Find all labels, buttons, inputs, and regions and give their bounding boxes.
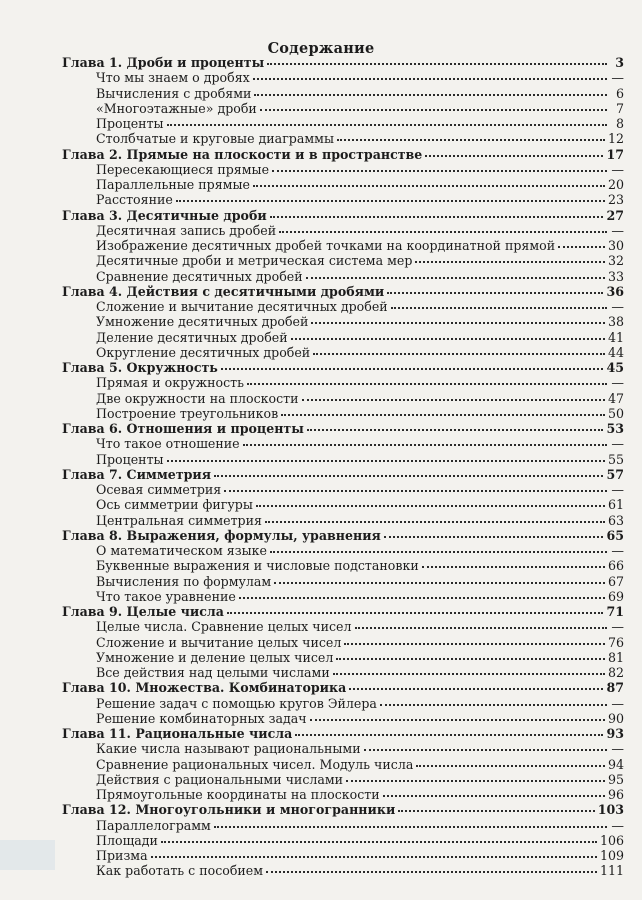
page-number: 87 — [606, 680, 624, 696]
dot-leader — [214, 826, 607, 828]
page-number: 76 — [607, 634, 624, 650]
dot-leader — [224, 490, 607, 492]
dot-leader — [344, 643, 605, 645]
dot-leader — [307, 429, 604, 431]
toc-chapter-label: Глава 11. Рациональные числа — [62, 726, 293, 741]
toc-section-label: Действия с рациональными числами — [96, 771, 344, 787]
dot-leader — [267, 63, 607, 65]
toc-section — [62, 345, 624, 360]
toc-chapter-label: Глава 1. Дроби и проценты — [62, 55, 265, 70]
dot-leader — [295, 734, 603, 736]
toc-section — [62, 192, 624, 207]
dot-leader — [313, 353, 605, 355]
page-number: 12 — [607, 131, 624, 147]
toc-section — [62, 619, 624, 634]
page-number: — — [611, 161, 624, 177]
page-number: — — [611, 70, 624, 86]
toc-section — [62, 863, 624, 878]
dot-leader — [254, 94, 607, 96]
dot-leader — [384, 536, 604, 538]
page-number: 27 — [606, 207, 624, 223]
toc-chapter-label: Глава 8. Выражения, формулы, уравнения — [62, 527, 381, 543]
toc-section-label: Вычисления по формулам — [96, 573, 272, 589]
page-number: 57 — [606, 466, 624, 482]
toc-section-label: Десятичная запись дробей — [96, 222, 277, 238]
page-number: 66 — [607, 558, 624, 574]
dot-leader — [265, 521, 605, 523]
toc-section — [62, 223, 624, 238]
toc-chapter-label: Глава 5. Окружность — [62, 360, 218, 375]
dot-leader — [243, 444, 607, 446]
toc-chapter-label: Глава 4. Действия с десятичными дробями — [62, 283, 385, 299]
dot-leader — [221, 368, 604, 370]
toc-chapter — [62, 360, 624, 375]
toc-section — [62, 711, 624, 726]
toc-section-label: Расстояние — [96, 192, 173, 208]
dot-leader — [558, 246, 605, 248]
toc-section-label: Сравнение десятичных дробей — [96, 268, 303, 284]
page-number: 30 — [607, 238, 624, 253]
toc-section — [62, 116, 624, 131]
page-number: — — [611, 817, 624, 833]
toc-section — [62, 543, 624, 558]
dot-leader — [415, 261, 605, 263]
toc-chapter — [62, 421, 624, 436]
dot-leader — [260, 109, 607, 111]
dot-leader — [336, 658, 605, 660]
toc-section-label: Прямоугольные координаты на плоскости — [96, 787, 380, 802]
toc-section-label: Десятичные дроби и метрическая система мер — [96, 253, 413, 269]
page-number: 33 — [607, 268, 624, 284]
toc-section — [62, 696, 624, 711]
toc-chapter — [62, 604, 624, 619]
table-of-contents — [62, 55, 624, 879]
dot-leader — [306, 277, 605, 279]
page-number: 95 — [607, 771, 624, 787]
page-number: — — [611, 222, 624, 238]
toc-chapter-label: Глава 12. Многоугольники и многогранники — [62, 802, 396, 818]
dot-leader — [270, 551, 607, 553]
toc-section — [62, 558, 624, 573]
page-number: 17 — [606, 146, 624, 162]
toc-section — [62, 757, 624, 772]
page-title: Содержание — [267, 40, 375, 57]
page-number: 32 — [607, 253, 624, 269]
toc-section-label: Умножение десятичных дробей — [96, 314, 309, 330]
toc-section — [62, 787, 624, 802]
toc-section-label: Умножение и деление целых чисел — [96, 649, 334, 665]
dot-leader — [311, 322, 605, 324]
toc-section — [62, 848, 624, 863]
toc-chapter-label: Глава 9. Целые числа — [62, 604, 224, 619]
toc-section — [62, 497, 624, 512]
toc-section-label: Все действия над целыми числами — [96, 665, 330, 680]
toc-chapter — [62, 284, 624, 299]
toc-section-label: Призма — [96, 848, 148, 863]
page-number: 8 — [615, 116, 624, 131]
toc-chapter — [62, 467, 624, 482]
toc-section-label: Округление десятичных дробей — [96, 344, 311, 360]
toc-section — [62, 482, 624, 497]
dot-leader — [239, 597, 605, 599]
page-number: 55 — [607, 451, 624, 467]
dot-leader — [310, 719, 605, 721]
toc-section — [62, 589, 624, 604]
toc-chapter-label: Глава 6. Отношения и проценты — [62, 421, 304, 436]
dot-leader — [333, 673, 605, 675]
toc-section — [62, 131, 624, 146]
toc-chapter — [62, 802, 624, 817]
toc-section-label: Построение треугольников — [96, 405, 279, 421]
toc-section — [62, 513, 624, 528]
page-number: 41 — [607, 329, 624, 345]
dot-leader — [167, 460, 605, 462]
page-number: — — [611, 299, 624, 314]
page-number: 23 — [607, 192, 624, 208]
toc-chapter — [62, 147, 624, 162]
toc-chapter — [62, 680, 624, 695]
page-number: 65 — [606, 527, 624, 543]
toc-chapter — [62, 55, 624, 70]
dot-leader — [383, 795, 605, 797]
page-number: 81 — [607, 649, 624, 665]
page-number: 67 — [607, 573, 624, 589]
toc-section-label: Целые числа. Сравнение целых чисел — [96, 619, 352, 635]
toc-section — [62, 177, 624, 192]
toc-section — [62, 452, 624, 467]
toc-section-label: Решение задач с помощью кругов Эйлера — [96, 695, 377, 711]
toc-chapter-label: Глава 7. Симметрия — [62, 466, 212, 482]
page-number: — — [611, 436, 624, 452]
dot-leader — [425, 155, 603, 157]
toc-section — [62, 162, 624, 177]
dot-leader — [416, 765, 605, 767]
toc-section-label: Проценты — [96, 116, 164, 131]
toc-section-label: Что такое отношение — [96, 436, 240, 452]
dot-leader — [279, 231, 607, 233]
toc-section-label: Сложение и вычитание десятичных дробей — [96, 299, 388, 314]
page-number: — — [611, 543, 624, 558]
page-number: 20 — [607, 177, 624, 192]
page-number: 106 — [599, 832, 624, 848]
dot-leader — [422, 566, 605, 568]
page-number: 3 — [615, 55, 624, 70]
page-number: 69 — [607, 588, 624, 604]
toc-section-label: Проценты — [96, 451, 164, 467]
page-number: 82 — [607, 665, 624, 680]
toc-section — [62, 330, 624, 345]
page-number: — — [611, 619, 624, 635]
toc-section — [62, 406, 624, 421]
dot-leader — [337, 139, 605, 141]
page-edge-shadow — [0, 840, 55, 870]
page-number: 103 — [597, 802, 624, 818]
toc-section — [62, 741, 624, 756]
page-number: 71 — [606, 604, 624, 619]
toc-section — [62, 375, 624, 390]
dot-leader — [161, 841, 597, 843]
toc-section — [62, 574, 624, 589]
toc-section-label: Что мы знаем о дробях — [96, 70, 250, 86]
toc-section-label: Буквенные выражения и числовые подстановки — [96, 558, 419, 574]
dot-leader — [151, 856, 597, 858]
page-number: 45 — [606, 360, 624, 375]
dot-leader — [387, 292, 603, 294]
page-number: 93 — [606, 726, 624, 741]
toc-section-label: Вычисления с дробями — [96, 85, 252, 101]
toc-section — [62, 391, 624, 406]
dot-leader — [346, 780, 605, 782]
dot-leader — [349, 688, 603, 690]
page-number: 61 — [607, 497, 624, 513]
toc-section — [62, 253, 624, 268]
dot-leader — [281, 414, 605, 416]
toc-section — [62, 238, 624, 253]
toc-section-label: Две окружности на плоскости — [96, 390, 299, 406]
page-number: 94 — [607, 756, 624, 772]
toc-section — [62, 70, 624, 85]
toc-section — [62, 101, 624, 116]
dot-leader — [266, 871, 597, 873]
toc-section-label: Параллелограмм — [96, 817, 211, 833]
dot-leader — [302, 399, 605, 401]
toc-section-label: Центральная симметрия — [96, 512, 262, 528]
toc-section — [62, 269, 624, 284]
toc-section-label: «Многоэтажные» дроби — [96, 100, 257, 116]
page-number: 44 — [607, 344, 624, 360]
page-number: 7 — [615, 100, 624, 116]
dot-leader — [291, 338, 605, 340]
toc-chapter — [62, 208, 624, 223]
toc-chapter-label: Глава 3. Десятичные дроби — [62, 207, 267, 223]
toc-section-label: Прямая и окружность — [96, 375, 245, 391]
dot-leader — [355, 627, 608, 629]
toc-chapter-label: Глава 2. Прямые на плоскости и в пространстве — [62, 146, 423, 162]
toc-section-label: Пересекающиеся прямые — [96, 161, 270, 177]
toc-section — [62, 665, 624, 680]
toc-section-label: Изображение десятичных дробей точками на координатной прямой — [96, 238, 556, 253]
page-number: 111 — [599, 863, 624, 879]
page-number: 50 — [607, 405, 624, 421]
toc-section-label: Ось симметрии фигуры — [96, 497, 253, 513]
toc-section-label: Площади — [96, 832, 158, 848]
toc-section-label: Столбчатые и круговые диаграммы — [96, 131, 334, 147]
toc-section-label: Решение комбинаторных задач — [96, 710, 307, 726]
page-number: 109 — [599, 848, 624, 863]
toc-section-label: Что такое уравнение — [96, 588, 236, 604]
toc-section — [62, 314, 624, 329]
dot-leader — [380, 704, 607, 706]
toc-section — [62, 299, 624, 314]
toc-chapter — [62, 528, 624, 543]
toc-section-label: О математическом языке — [96, 543, 267, 558]
toc-section-label: Параллельные прямые — [96, 177, 250, 192]
dot-leader — [274, 582, 605, 584]
dot-leader — [167, 124, 607, 126]
toc-section — [62, 818, 624, 833]
page-number: 63 — [607, 512, 624, 528]
page-number: 47 — [607, 390, 624, 406]
toc-section — [62, 650, 624, 665]
dot-leader — [398, 810, 594, 812]
page-number: 96 — [607, 787, 624, 802]
toc-section — [62, 635, 624, 650]
page-number: — — [611, 482, 624, 497]
toc-section-label: Как работать с пособием — [96, 863, 264, 879]
dot-leader — [214, 475, 603, 477]
toc-section — [62, 772, 624, 787]
dot-leader — [247, 383, 607, 385]
toc-section-label: Деление десятичных дробей — [96, 329, 288, 345]
page-number: — — [611, 695, 624, 711]
toc-section-label: Сравнение рациональных чисел. Модуль числа — [96, 756, 414, 772]
page-number: 90 — [607, 710, 624, 726]
page-number: 38 — [607, 314, 624, 330]
dot-leader — [253, 78, 607, 80]
toc-section-label: Осевая симметрия — [96, 482, 222, 497]
dot-leader — [256, 505, 605, 507]
dot-leader — [391, 307, 607, 309]
toc-section-label: Сложение и вычитание целых чисел — [96, 634, 342, 650]
toc-section — [62, 833, 624, 848]
toc-section — [62, 436, 624, 451]
page-number: 36 — [606, 283, 624, 299]
dot-leader — [253, 185, 605, 187]
page-number: — — [611, 375, 624, 391]
toc-chapter — [62, 726, 624, 741]
toc-section — [62, 86, 624, 101]
dot-leader — [364, 749, 607, 751]
toc-chapter-label: Глава 10. Множества. Комбинаторика — [62, 680, 347, 696]
dot-leader — [272, 170, 607, 172]
dot-leader — [270, 216, 604, 218]
toc-section-label: Какие числа называют рациональными — [96, 741, 361, 757]
page-number: 6 — [615, 85, 624, 101]
page-number: 53 — [606, 421, 624, 436]
dot-leader — [227, 612, 604, 614]
dot-leader — [176, 200, 605, 202]
page-number: — — [611, 741, 624, 757]
